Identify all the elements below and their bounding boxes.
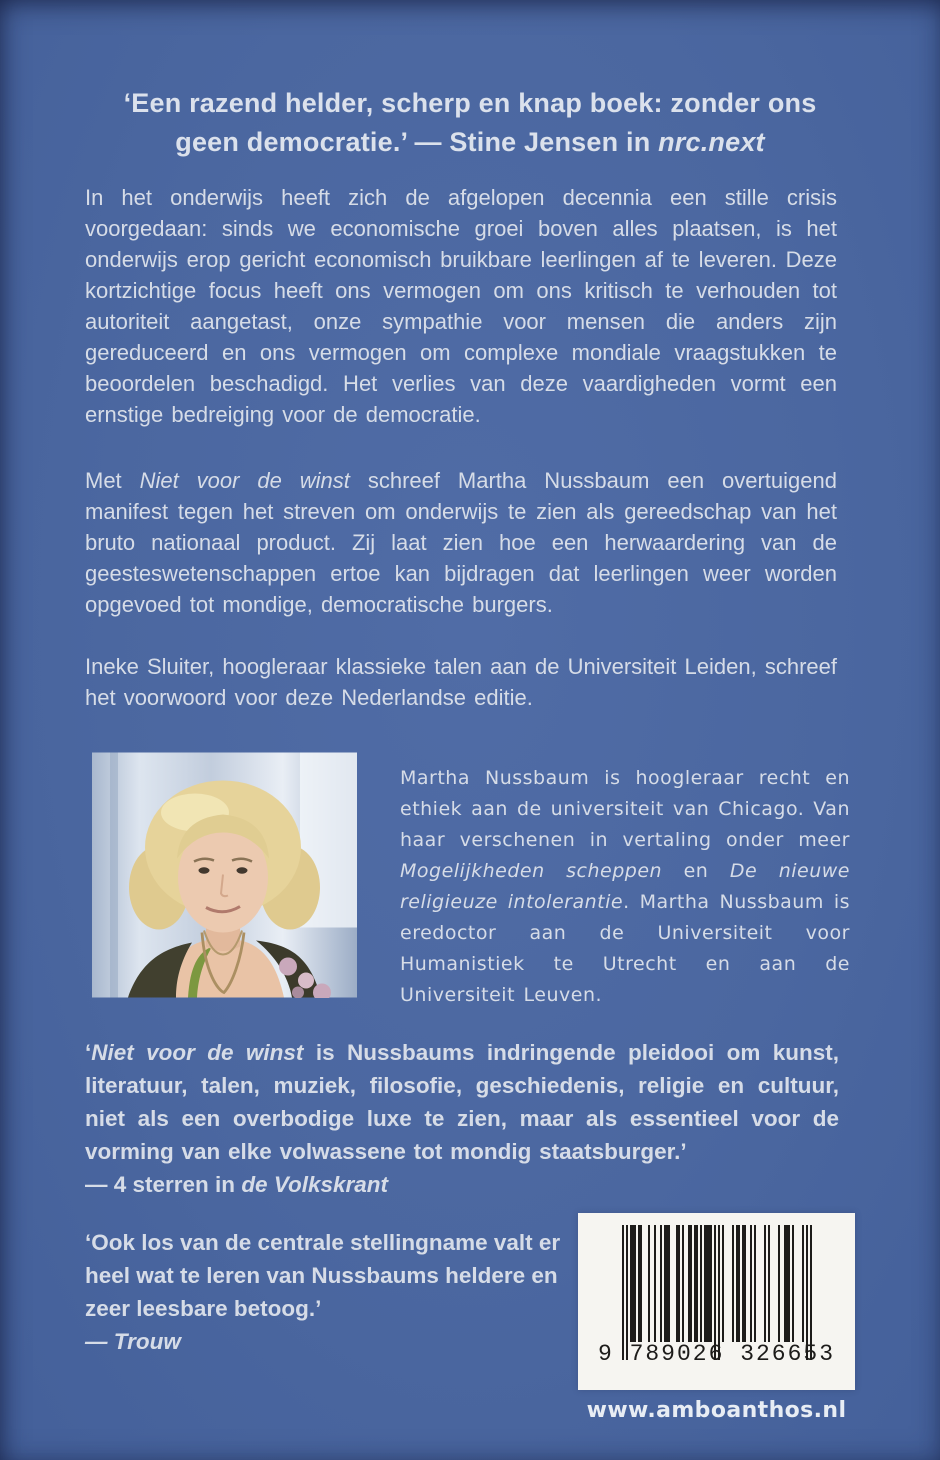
book-title-italic: De nieuwe religieuze intolerantie [400, 860, 850, 913]
press-quote-volkskrant [85, 1036, 839, 1201]
quote-run-italic: nrc.next [658, 127, 765, 157]
synopsis-paragraph-2 [85, 465, 837, 620]
author-photo [92, 752, 357, 998]
paragraph-run: Met [85, 468, 140, 493]
press-quote-nrcnext [90, 84, 850, 162]
barcode [578, 1213, 855, 1390]
window-frame [110, 753, 118, 998]
portrait-illustration [92, 752, 357, 998]
trouw-quote-text: ‘Ook los van de centrale stellingname valt er heel wat te leren van Nussbaums heldere en zeer leesbare betoog.’ [85, 1230, 561, 1321]
book-title-italic: Niet voor de winst [139, 468, 350, 493]
attribution-run: — 4 sterren in [85, 1172, 242, 1197]
paragraph-run: schreef Martha Nussbaum een overtuigend manifest tegen het streven om onderwijs te zien als gereedschap van het bruto nationaal product. Zij laat zien hoe een herwaardering van de geesteswetenschappen ertoe kan bijdragen dat leerlingen weer worden opgevoed tot mondige, democratische burgers. [85, 468, 837, 617]
volkskrant-quote-text [85, 1036, 839, 1168]
bio-run: . Martha Nussbaum is eredoctor aan de Universiteit voor Humanistiek te Utrecht en aan de Universiteit Leuven. [400, 891, 851, 1006]
foreword-note: Ineke Sluiter, hoogleraar klassieke talen aan de Universiteit Leiden, schreef het voorwoord voor deze Nederlandse editie. [85, 654, 837, 710]
quote-run: ‘Een razend helder, scherp en knap boek: zonder ons geen democratie.’ — Stine Jensen in [123, 88, 817, 157]
book-title-italic: Mogelijkheden scheppen [400, 860, 663, 882]
synopsis-paragraph-1: In het onderwijs heeft zich de afgelopen decennia een stille crisis voorgedaan: sinds we economische groei boven alles plaatsen, is het onderwijs erop gericht economisch bruikbare leerlingen af te leveren. Deze kortzichtige focus heeft ons vermogen om ons kritisch te verhouden tot autoriteit aangetast, onze sympathie voor mensen die anders zijn gereduceerd en ons vermogen om complexe mondiale vraagstukken te beoordelen beschadigd. Het verlies van deze vaardigheden vormt een ernstige bedreiging voor de democratie. [85, 185, 837, 427]
bio-run: Martha Nussbaum is hoogleraar recht en ethiek aan de universiteit van Chicago. Van haar verschenen in vertaling onder meer [400, 767, 850, 851]
bio-run: en [662, 860, 730, 882]
quote-run: ‘ [85, 1040, 92, 1065]
quote-run: is Nussbaums indringende pleidooi om kunst, literatuur, talen, muziek, filosofie, geschiedenis, religie en cultuur, niet als een overbodige luxe te zien, maar als essentieel voor de vorming van elke volwassene tot mondig staatsburger.’ [85, 1040, 840, 1164]
newspaper-name-italic: de Volkskrant [241, 1172, 389, 1197]
book-title-italic: Niet voor de winst [91, 1040, 304, 1065]
press-quote-trouw [85, 1226, 563, 1358]
publisher-url: www.amboanthos.nl [586, 1398, 847, 1423]
author-bio [400, 763, 850, 1011]
barcode-number: 9 789026 326653 [597, 1341, 836, 1367]
trouw-attribution: — Trouw [85, 1329, 181, 1354]
barcode-bars [622, 1225, 812, 1360]
volkskrant-attribution [85, 1168, 839, 1201]
